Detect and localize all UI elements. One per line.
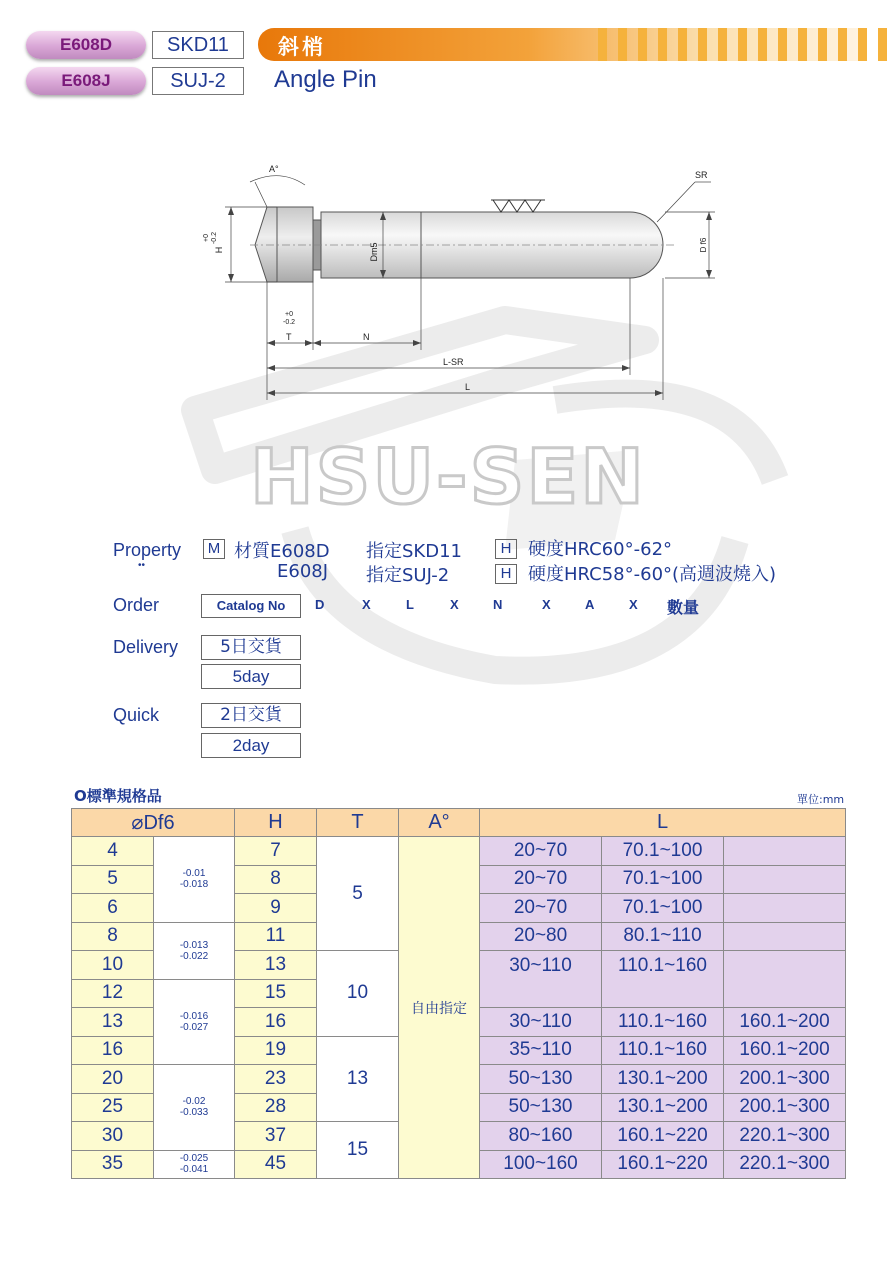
label-t: T [286,332,292,342]
angle-pin-drawing [195,160,735,400]
tol-minus: -0.033 [179,1107,209,1119]
cell-d: 25 [72,1093,154,1122]
delivery-cn-box: 5日交貨 [201,635,301,660]
order-field-qty: 數量 [667,598,700,617]
cell-tolerance [154,922,235,979]
cell-d: 13 [72,1008,154,1037]
tol-plus: -0.013 [179,939,209,951]
table-header-row [72,809,846,837]
quick-en-box: 2day [201,733,301,758]
cell-d: 4 [72,837,154,866]
catalog-no-box: Catalog No [201,594,301,618]
label-t-tol-minus: -0.2 [283,319,296,326]
title-banner-stripes [598,28,890,61]
label-h-tol-plus: +0 [203,234,210,242]
cell-l2: 130.1~200 [602,1093,724,1122]
delivery-en-box: 5day [201,664,301,689]
cell-tolerance [154,837,235,923]
table-row [72,837,846,866]
watermark-text: HSU-SEN [250,432,646,521]
cell-h: 23 [235,1065,317,1094]
cell-d: 35 [72,1150,154,1179]
cell-l3: 200.1~300 [724,1093,846,1122]
label-n: N [363,332,370,342]
order-field-d: D [315,597,325,612]
cell-h: 16 [235,1008,317,1037]
table-unit: 單位:mm [797,793,845,806]
label-df6: D f6 [699,237,708,253]
cell-l1: 30~110 [480,1008,602,1037]
code-badge-e608d: E608D [26,31,146,59]
cell-tolerance [154,1150,235,1179]
spec-table [71,808,846,1179]
cell-l1: 80~160 [480,1122,602,1151]
label-dm5: Dm5 [369,242,379,262]
cell-l1: 20~70 [480,865,602,894]
order-field-x4: X [629,597,638,612]
header-t: T [317,809,399,837]
table-title: O標準規格品 [74,787,162,805]
spec-skd11: 指定SKD11 [366,541,462,562]
cell-d: 12 [72,979,154,1008]
order-field-l: L [406,597,414,612]
cell-l3: 220.1~300 [724,1150,846,1179]
cell-l2: 110.1~160 [602,1036,724,1065]
label-sr: SR [695,170,708,180]
cell-l2: 160.1~220 [602,1150,724,1179]
material-e608j: E608J [277,561,329,582]
hardness-badge-1: H [495,539,517,559]
cell-l3 [724,894,846,923]
cell-l2: 70.1~100 [602,865,724,894]
title-english: Angle Pin [274,66,377,93]
cell-h: 11 [235,922,317,951]
cell-l3 [724,837,846,866]
delivery-label: Delivery [113,637,179,657]
material-suj2: SUJ-2 [152,67,244,95]
cell-h: 7 [235,837,317,866]
hardness-badge-2: H [495,564,517,584]
header-a: A° [399,809,480,837]
tol-minus: -0.022 [179,950,209,962]
cell-h: 45 [235,1150,317,1179]
order-field-x1: X [362,597,371,612]
cell-t: 5 [317,837,399,951]
cell-d: 5 [72,865,154,894]
cell-l3: 160.1~200 [724,1036,846,1065]
cell-h: 19 [235,1036,317,1065]
tol-plus: -0.02 [182,1096,206,1108]
cell-tolerance [154,979,235,1065]
cell-l1: 20~80 [480,922,602,951]
cell-l1: 20~70 [480,894,602,923]
cell-l2: 110.1~160 [602,951,724,1008]
cell-l3 [724,922,846,951]
header-l: L [480,809,846,837]
cell-d: 10 [72,951,154,980]
cell-t: 13 [317,1036,399,1122]
cell-l1: 30~110 [480,951,602,1008]
quick-label: Quick [113,705,160,725]
cell-d: 16 [72,1036,154,1065]
code-badge-e608j: E608J [26,67,146,95]
quick-cn-box: 2日交貨 [201,703,301,728]
property-label: Property [113,540,182,560]
order-field-x3: X [542,597,551,612]
cell-tolerance [154,1065,235,1151]
cell-t: 10 [317,951,399,1037]
label-h: H [214,246,224,254]
order-label: Order [113,595,160,615]
cell-h: 13 [235,951,317,980]
label-angle: A° [269,164,279,174]
cell-l1: 50~130 [480,1065,602,1094]
cell-h: 8 [235,865,317,894]
label-l: L [465,382,471,392]
cell-l1: 35~110 [480,1036,602,1065]
cell-a-free: 自由指定 [399,837,480,1179]
cell-l3: 220.1~300 [724,1122,846,1151]
cell-l2: 70.1~100 [602,894,724,923]
cell-l3: 160.1~200 [724,1008,846,1037]
order-field-a: A [585,597,595,612]
cell-h: 37 [235,1122,317,1151]
label-h-tol-minus: -0.2 [211,231,218,245]
cell-d: 8 [72,922,154,951]
cell-l3: 200.1~300 [724,1065,846,1094]
cell-l1: 20~70 [480,837,602,866]
cell-l3 [724,865,846,894]
cell-l2: 130.1~200 [602,1065,724,1094]
tol-plus: -0.01 [182,868,206,880]
cell-l2: 160.1~220 [602,1122,724,1151]
header-h: H [235,809,317,837]
tol-plus: -0.025 [179,1153,209,1165]
spec-suj2: 指定SUJ-2 [366,565,450,586]
tol-plus: -0.016 [179,1010,209,1022]
tol-minus: -0.027 [179,1021,209,1033]
material-badge: M [203,539,225,559]
cell-l3 [724,951,846,1008]
title-chinese: 斜梢 [278,35,326,59]
cell-d: 30 [72,1122,154,1151]
cell-d: 20 [72,1065,154,1094]
cell-l1: 100~160 [480,1150,602,1179]
cell-l2: 80.1~110 [602,922,724,951]
cell-l2: 110.1~160 [602,1008,724,1037]
hardness-line-1: 硬度HRC60°-62° [528,539,673,560]
tol-minus: -0.041 [179,1164,209,1176]
material-skd11: SKD11 [152,31,244,59]
cell-l2: 70.1~100 [602,837,724,866]
hardness-line-2: 硬度HRC58°-60°(高週波燒入) [528,564,777,585]
cell-h: 28 [235,1093,317,1122]
cell-t: 15 [317,1122,399,1179]
order-field-x2: X [450,597,459,612]
cell-h: 15 [235,979,317,1008]
order-field-n: N [493,597,503,612]
property-dots: •• [138,560,146,571]
label-l-sr: L-SR [443,357,464,367]
tol-minus: -0.018 [179,879,209,891]
label-t-tol-plus: +0 [285,311,293,318]
order-formula [315,597,715,617]
cell-h: 9 [235,894,317,923]
material-e608d: 材質E608D [234,541,330,562]
cell-d: 6 [72,894,154,923]
header-df6: ⌀Df6 [72,809,235,837]
cell-l1: 50~130 [480,1093,602,1122]
